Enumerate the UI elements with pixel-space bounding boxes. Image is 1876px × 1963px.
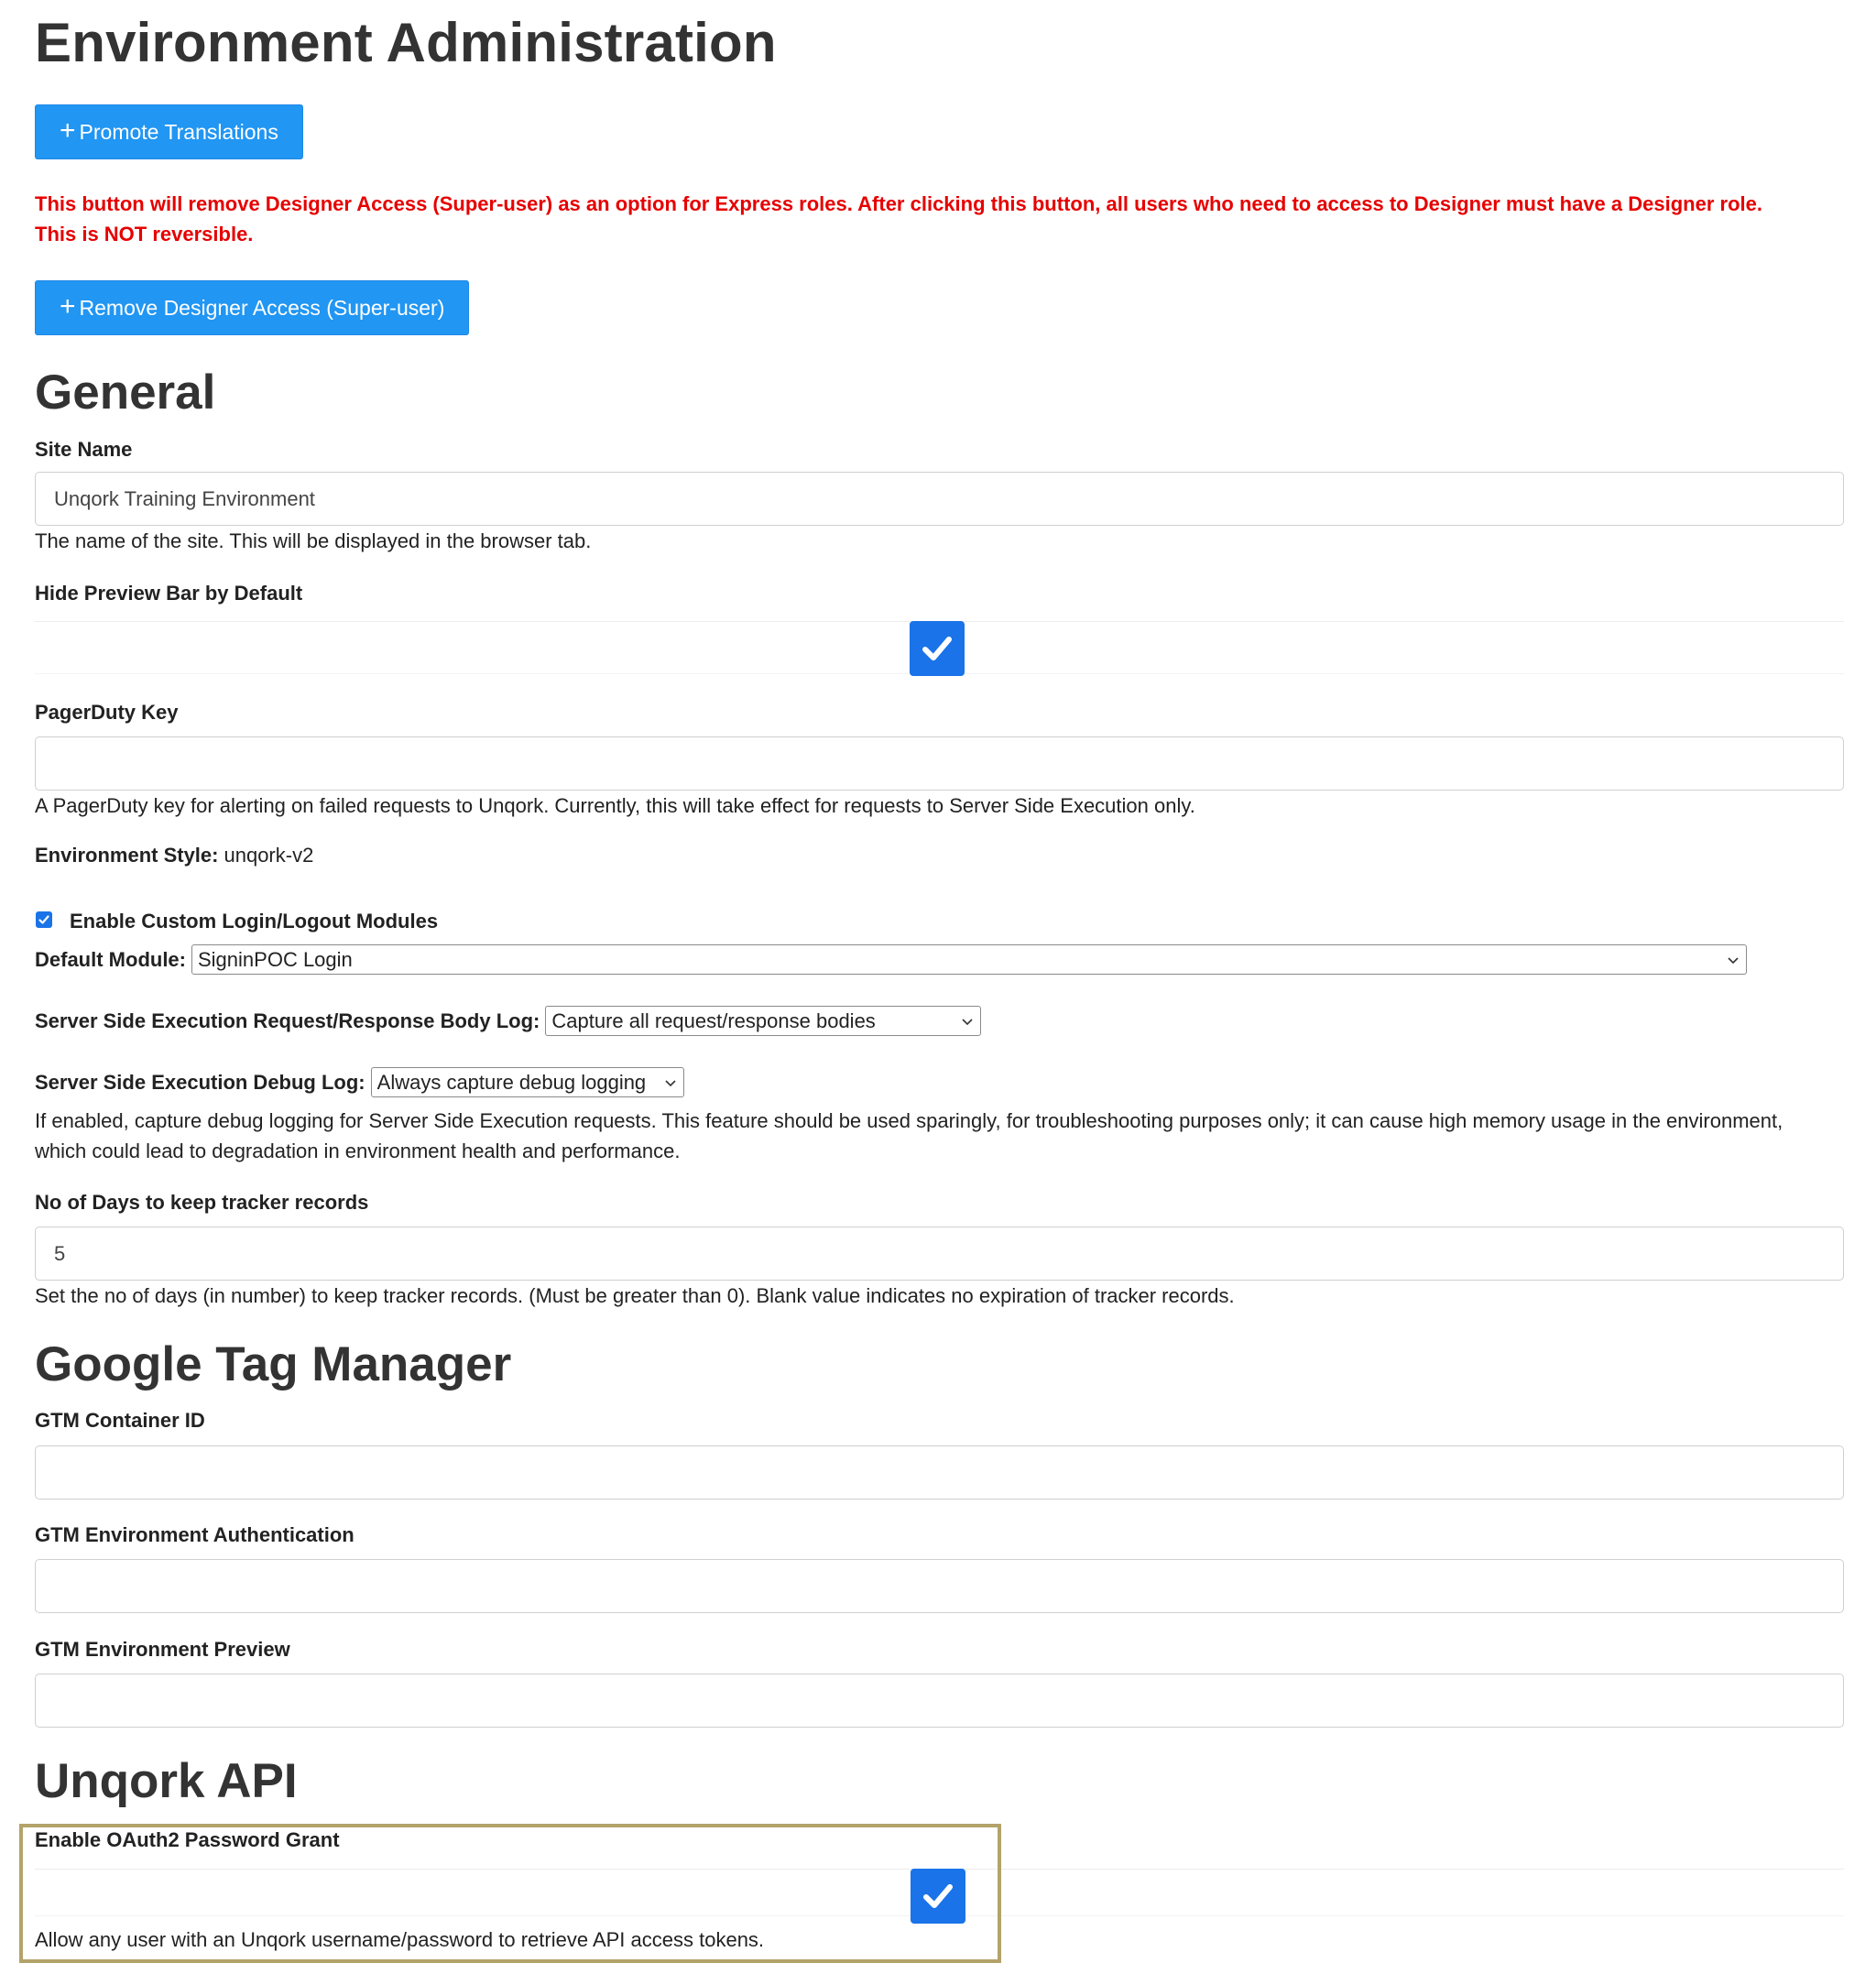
gtm-container-id-label: GTM Container ID — [35, 1409, 205, 1432]
sse-body-log-label: Server Side Execution Request/Response Body Log: — [35, 1009, 540, 1032]
highlight-box — [19, 1824, 1001, 1963]
general-heading: General — [35, 365, 216, 420]
hide-preview-bar-label: Hide Preview Bar by Default — [35, 582, 303, 605]
default-module-label: Default Module: — [35, 947, 186, 971]
chevron-down-icon — [1726, 953, 1740, 967]
oauth2-password-grant-help: Allow any user with an Unqork username/password to retrieve API access tokens. — [35, 1928, 765, 1951]
gtm-env-auth-label: GTM Environment Authentication — [35, 1523, 354, 1546]
oauth2-password-grant-label: Enable OAuth2 Password Grant — [35, 1828, 340, 1851]
sse-debug-log-row — [35, 1067, 684, 1097]
sse-debug-log-label: Server Side Execution Debug Log: — [35, 1070, 365, 1094]
sse-debug-log-selected: Always capture debug logging — [376, 1070, 647, 1094]
default-module-row — [35, 944, 1747, 975]
tracker-days-label: No of Days to keep tracker records — [35, 1191, 369, 1214]
site-name-label: Site Name — [35, 438, 133, 461]
sse-body-log-select[interactable] — [545, 1006, 981, 1036]
custom-login-label: Enable Custom Login/Logout Modules — [70, 910, 439, 932]
sse-debug-log-help: If enabled, capture debug logging for Server Side Execution requests. This feature should be used sparingly, for troubleshooting purposes only; it can cause high memory usage in the environment, which could lead to degradation in environment health and performance. — [35, 1109, 1783, 1162]
site-name-input[interactable] — [35, 472, 1844, 526]
designer-access-warning: This button will remove Designer Access (Super-user) as an option for Express roles. After clicking this button, all users who need to access to Designer must have a Designer role. This is NOT reversible. — [35, 192, 1762, 245]
promote-translations-button[interactable] — [35, 104, 303, 159]
checkmark-icon — [38, 913, 50, 926]
environment-style-value: unqork-v2 — [224, 844, 314, 867]
gtm-env-preview-input[interactable] — [35, 1674, 1844, 1728]
sse-debug-log-select[interactable] — [371, 1067, 684, 1097]
remove-designer-access-button[interactable] — [35, 280, 469, 335]
hide-preview-bar-checkbox[interactable] — [910, 621, 965, 676]
gtm-env-preview-label: GTM Environment Preview — [35, 1638, 290, 1661]
gtm-env-auth-input[interactable] — [35, 1559, 1844, 1613]
default-module-select[interactable] — [191, 944, 1747, 975]
pagerduty-key-help: A PagerDuty key for alerting on failed requests to Unqork. Currently, this will take effect for requests to Server Side Execution only. — [35, 794, 1195, 817]
custom-login-checkbox[interactable] — [36, 911, 52, 928]
gtm-container-id-input[interactable] — [35, 1445, 1844, 1500]
sse-body-log-selected: Capture all request/response bodies — [551, 1009, 876, 1032]
promote-translations-label: Promote Translations — [79, 119, 278, 144]
pagerduty-key-input[interactable] — [35, 736, 1844, 791]
page-title: Environment Administration — [35, 12, 777, 73]
plus-icon: + — [60, 115, 76, 146]
checkmark-icon — [918, 629, 956, 668]
environment-style-label: Environment Style: — [35, 844, 219, 867]
unqork-api-heading: Unqork API — [35, 1754, 298, 1808]
site-name-help: The name of the site. This will be displayed in the browser tab. — [35, 529, 592, 552]
environment-style-row — [35, 844, 313, 867]
remove-designer-access-label: Remove Designer Access (Super-user) — [79, 295, 445, 320]
sse-body-log-row — [35, 1006, 981, 1036]
tracker-days-input[interactable] — [35, 1227, 1844, 1281]
plus-icon: + — [60, 291, 76, 322]
chevron-down-icon — [960, 1014, 975, 1029]
default-module-selected: SigninPOC Login — [198, 947, 353, 971]
pagerduty-key-label: PagerDuty Key — [35, 701, 179, 724]
gtm-heading: Google Tag Manager — [35, 1337, 512, 1391]
chevron-down-icon — [663, 1075, 678, 1090]
tracker-days-help: Set the no of days (in number) to keep tracker records. (Must be greater than 0). Blank value indicates no expiration of tracker records. — [35, 1284, 1235, 1307]
